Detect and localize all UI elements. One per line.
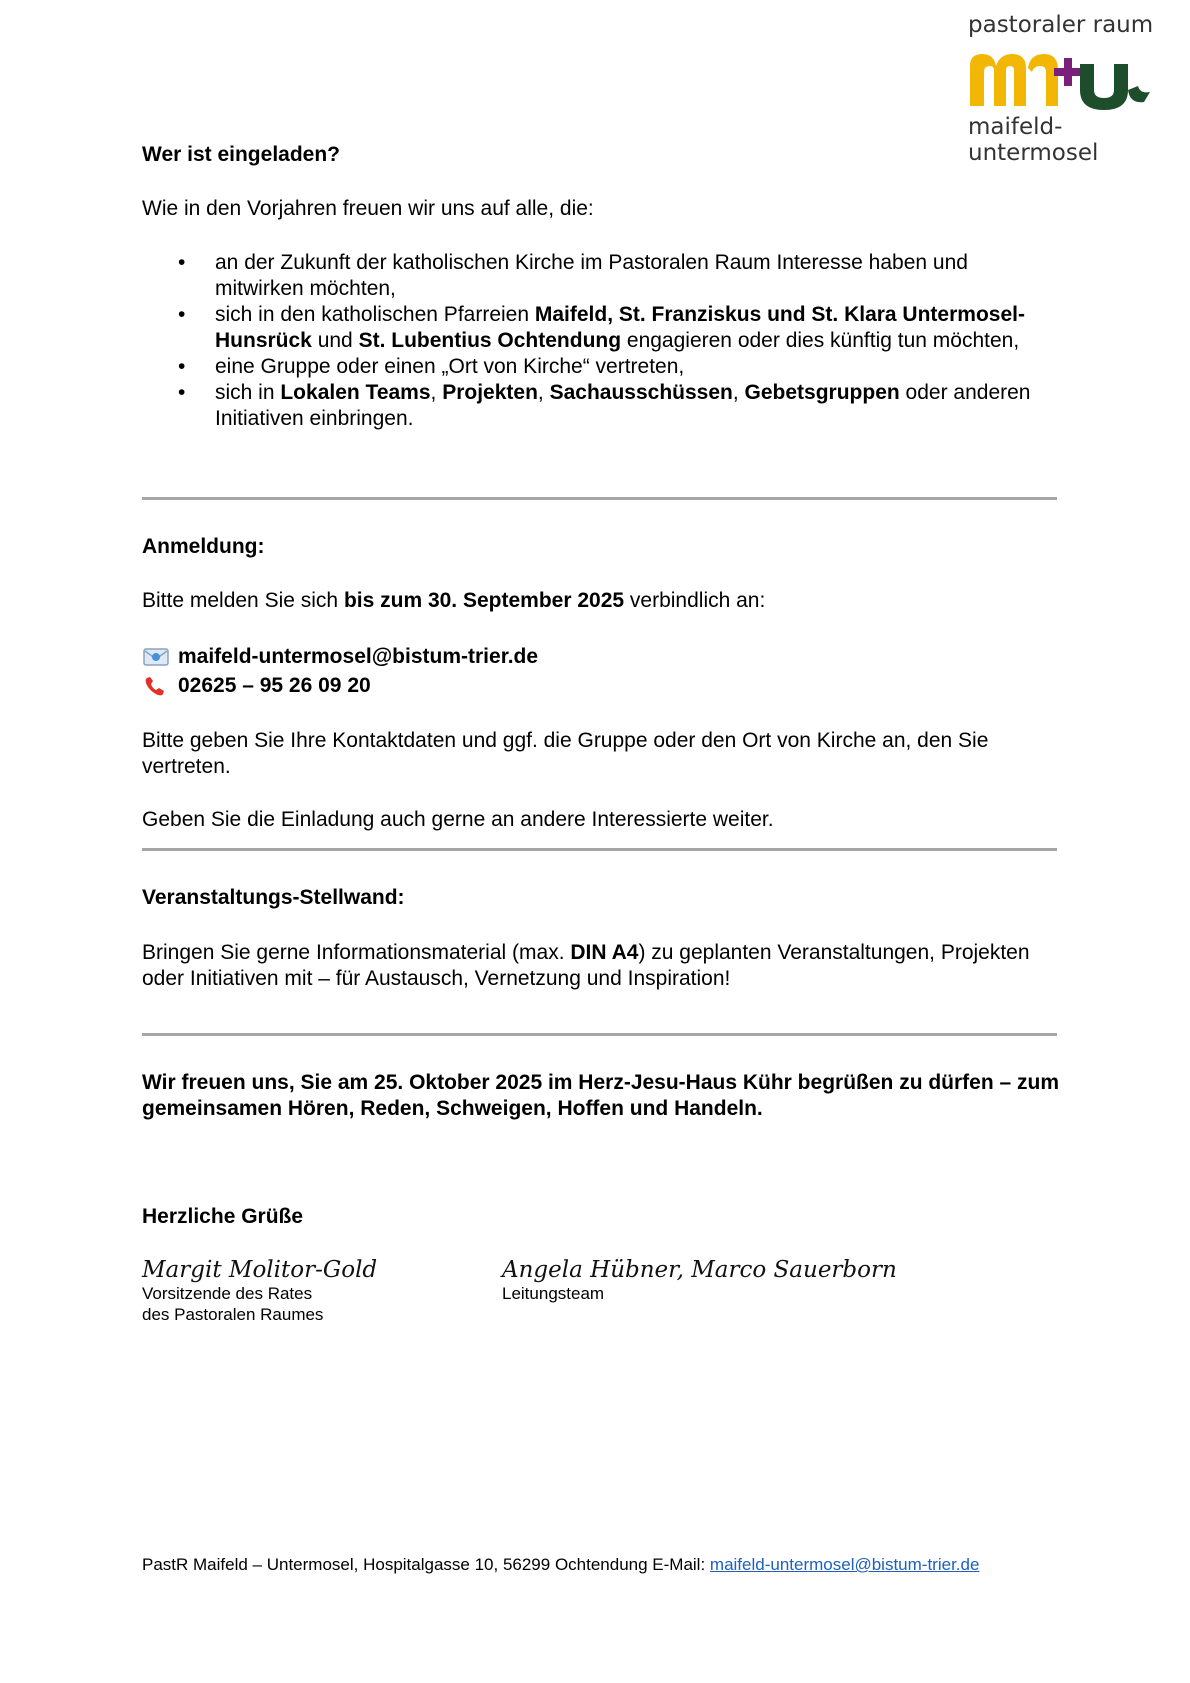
email-address: maifeld-untermosel@bistum-trier.de (178, 645, 539, 668)
list-item: • eine Gruppe oder einen „Ort von Kirche“ vertreten, (178, 355, 685, 378)
list-item: • sich in den katholischen Pfarreien Maifeld, St. Franziskus und St. Klara Untermosel-Hunsrück und St. Lubentius Ochtendung engagieren oder dies künftig tun möchten, (178, 303, 1025, 352)
divider (142, 497, 1057, 500)
logo-bottom-text: maifeld-untermosel (968, 114, 1099, 166)
footer (142, 1554, 979, 1575)
board-heading: Veranstaltungs-Stellwand: (142, 886, 405, 909)
signature-left (142, 1257, 377, 1325)
footer-email-link[interactable]: maifeld-untermosel@bistum-trier.de (709, 1555, 980, 1574)
invited-intro: Wie in den Vorjahren freuen wir uns auf alle, die: (142, 197, 594, 220)
list-item: • sich in Lokalen Teams, Projekten, Sachausschüssen, Gebetsgruppen oder anderen Initiativen einbringen. (178, 381, 1031, 430)
invited-list (142, 250, 1042, 432)
signature-right-name: Angela Hübner, Marco Sauerborn (502, 1257, 897, 1283)
registration-forward: Geben Sie die Einladung auch gerne an andere Interessierte weiter. (142, 808, 774, 831)
divider (142, 848, 1057, 851)
board-text: Bringen Sie gerne Informationsmaterial (max. DIN A4) zu geplanten Veranstaltungen, Projekten oder Initiativen mit – für Austausch, Vernetzung und Inspiration! (142, 941, 1030, 990)
divider (142, 1033, 1057, 1036)
signature-left-role2: des Pastoralen Raumes (142, 1305, 324, 1324)
phone-contact (142, 673, 371, 699)
signature-right (502, 1257, 897, 1304)
closing-line: Wir freuen uns, Sie am 25. Oktober 2025 im Herz-Jesu-Haus Kühr begrüßen zu dürfen – zum gemeinsamen Hören, Reden, Schweigen, Hoffen und Handeln. (142, 1071, 1060, 1120)
signature-left-name: Margit Molitor-Gold (142, 1257, 378, 1283)
footer-address: PastR Maifeld – Untermosel, Hospitalgasse 10, 56299 Ochtendung E-Mail: (142, 1555, 710, 1574)
phone-number: 02625 – 95 26 09 20 (178, 674, 371, 697)
registration-deadline: Bitte melden Sie sich bis zum 30. September 2025 verbindlich an: (142, 589, 766, 612)
logo-mark (964, 44, 1160, 116)
signature-right-role1: Leitungsteam (502, 1284, 605, 1303)
registration-details: Bitte geben Sie Ihre Kontaktdaten und ggf. die Gruppe oder den Ort von Kirche an, den Sie vertreten. (142, 729, 989, 778)
registration-heading: Anmeldung: (142, 535, 265, 558)
email-contact (142, 644, 538, 670)
greeting: Herzliche Grüße (142, 1205, 304, 1228)
logo-top-text: pastoraler raum (968, 12, 1154, 38)
signature-left-role1: Vorsitzende des Rates (142, 1284, 313, 1303)
phone-icon (142, 675, 170, 697)
list-item: • an der Zukunft der katholischen Kirche im Pastoralen Raum Interesse haben und mitwirken möchten, (178, 251, 968, 300)
email-icon (142, 646, 170, 668)
logo (958, 10, 1158, 166)
invited-heading: Wer ist eingeladen? (142, 143, 340, 166)
